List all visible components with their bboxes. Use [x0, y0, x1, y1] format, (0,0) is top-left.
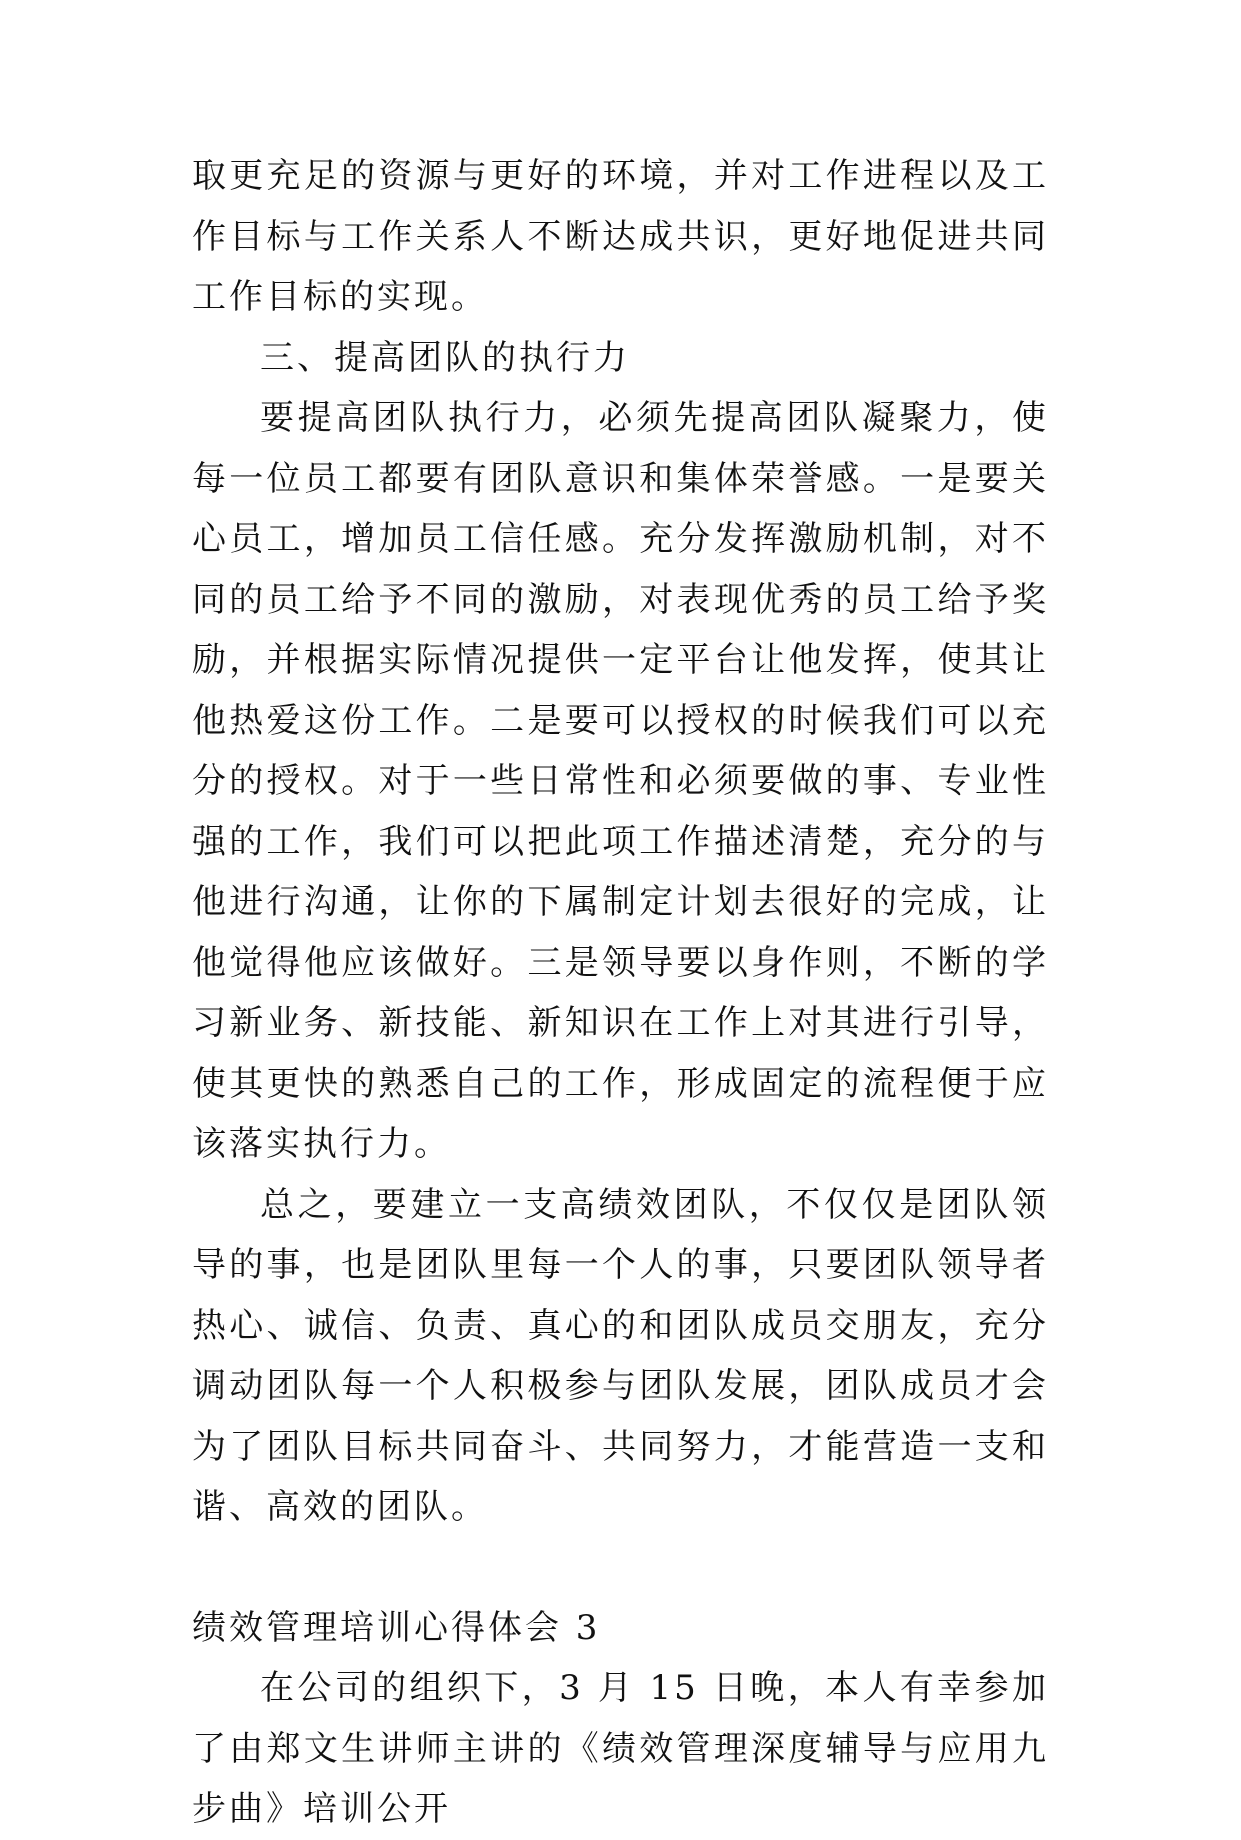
paragraph-section-intro: 在公司的组织下，3 月 15 日晚，本人有幸参加了由郑文生讲师主讲的《绩效管理深度辅导与应用九步曲》培训公开 — [192, 1668, 1049, 1829]
subheading-execution: 三、提高团队的执行力 — [260, 337, 630, 378]
paragraph-execution: 要提高团队执行力，必须先提高团队凝聚力，使每一位员工都要有团队意识和集体荣誉感。一是要关心员工，增加员工信任感。充分发挥激励机制，对不同的员工给予不同的激励，对表现优秀的员工给予奖励，并根据实际情况提供一定平台让他发挥，使其让他热爱这份工作。二是要可以授权的时候我们可以充分的授权。对于一些日常性和必须要做的事、专业性强的工作，我们可以把此项工作描述清楚，充分的与他进行沟通，让你的下属制定计划去很好的完成，让他觉得他应该做好。三是领导要以身作则，不断的学习新业务、新技能、新知识在工作上对其进行引导，使其更快的熟悉自己的工作，形成固定的流程便于应该落实执行力。 — [192, 398, 1049, 1164]
section-title: 绩效管理培训心得体会 3 — [192, 1607, 601, 1648]
document-body — [192, 146, 1049, 1840]
paragraph-continuation: 取更充足的资源与更好的环境，并对工作进程以及工作目标与工作关系人不断达成共识，更好地促进共同工作目标的实现。 — [192, 156, 1049, 317]
paragraph-summary: 总之，要建立一支高绩效团队，不仅仅是团队领导的事，也是团队里每一个人的事，只要团队领导者热心、诚信、负责、真心的和团队成员交朋友，充分调动团队每一个人积极参与团队发展，团队成员才会为了团队目标共同奋斗、共同努力，才能营造一支和谐、高效的团队。 — [192, 1184, 1049, 1527]
